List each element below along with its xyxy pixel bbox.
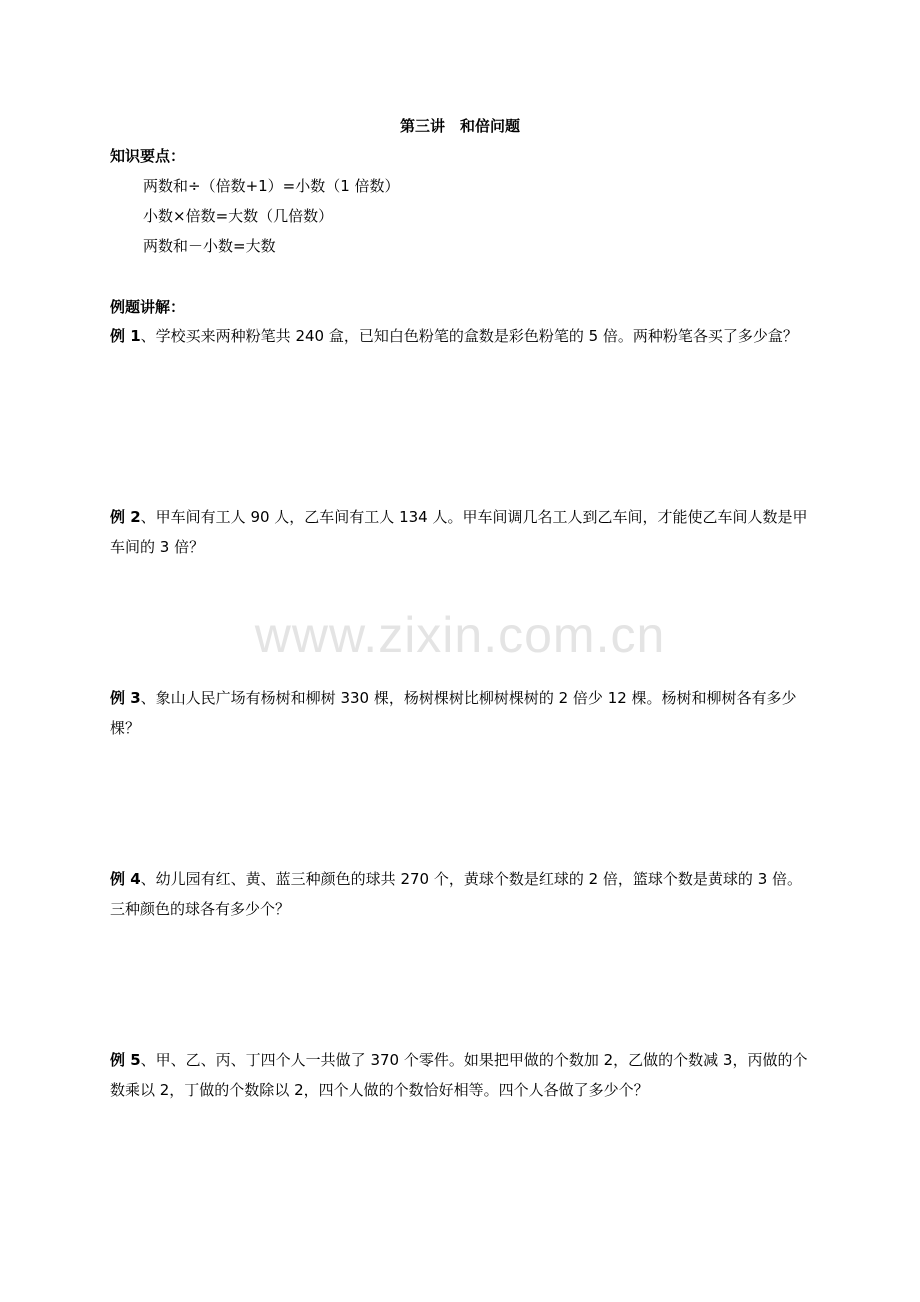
example-text: 、学校买来两种粉笔共 240 盒，已知白色粉笔的盒数是彩色粉笔的 5 倍。两种粉笔各买了多少盒？: [140, 327, 798, 345]
page-title: 第三讲 和倍问题: [399, 117, 520, 135]
example-label: 例 4: [110, 870, 141, 888]
example-label: 例 5: [110, 1051, 141, 1069]
watermark: www.zixin.com.cn: [254, 607, 666, 663]
example-text: 、象山人民广场有杨树和柳树 330 棵，杨树棵树比柳树棵树的 2 倍少 12 棵。杨树和柳树各有多少棵？: [110, 689, 797, 737]
example-label: 例 2: [110, 508, 141, 526]
example-5: [110, 1045, 815, 1105]
example-2: [110, 502, 815, 562]
example-text: 、幼儿园有红、黄、蓝三种颜色的球共 270 个，黄球个数是红球的 2 倍，篮球个数是黄球的 3 倍。三种颜色的球各有多少个？: [110, 870, 803, 918]
example-text: 、甲、乙、丙、丁四个人一共做了 370 个零件。如果把甲做的个数加 2，乙做的个数减 3，丙做的个数乘以 2，丁做的个数除以 2，四个人做的个数恰好相等。四个人各做了多少个？: [110, 1051, 808, 1099]
example-3: [110, 683, 815, 743]
example-text: 、甲车间有工人 90 人，乙车间有工人 134 人。甲车间调几名工人到乙车间，才能使乙车间人数是甲车间的 3 倍？: [110, 508, 808, 556]
example-4: [110, 864, 815, 924]
formula-difference: 两数和－小数=大数: [143, 237, 276, 255]
formula-large-number: 小数×倍数=大数（几倍数）: [143, 207, 334, 225]
formula-small-number: 两数和÷（倍数+1）=小数（1 倍数）: [143, 177, 400, 195]
example-label: 例 1: [110, 327, 141, 345]
example-1: [110, 321, 815, 351]
examples-heading: 例题讲解：: [110, 298, 186, 316]
knowledge-heading: 知识要点：: [110, 147, 186, 165]
example-label: 例 3: [110, 689, 141, 707]
